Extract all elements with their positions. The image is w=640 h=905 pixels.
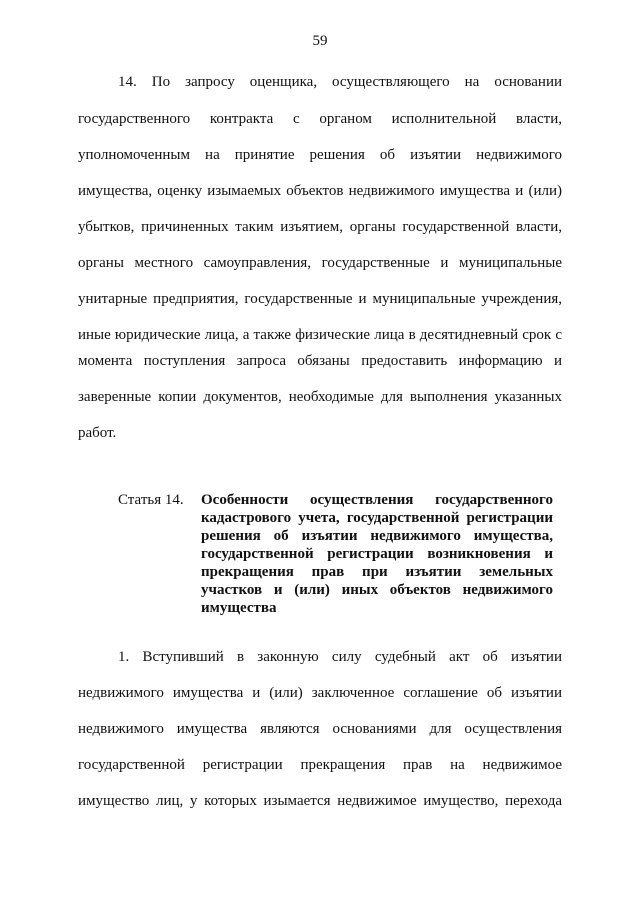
paragraph-line: 14. По запросу оценщика, осуществляющего на основании — [118, 74, 562, 90]
article-title-line: участков и (или) иных объектов недвижимого — [201, 582, 553, 598]
paragraph-line: иные юридические лица, а также физические лица в десятидневный срок с — [78, 327, 562, 343]
paragraph-line: работ. — [78, 425, 117, 441]
article-title-line: государственной регистрации возникновения и — [201, 546, 553, 562]
article-title-line: имущества — [201, 600, 277, 616]
paragraph-line: государственного контракта с органом исполнительной власти, — [78, 111, 562, 127]
article-title-line: решения об изъятии недвижимого имущества, — [201, 528, 553, 544]
paragraph-line: недвижимого имущества являются основаниями для осуществления — [78, 721, 562, 737]
article-title-line: Особенности осуществления государственного — [201, 492, 553, 508]
paragraph-line: органы местного самоуправления, государственные и муниципальные — [78, 255, 562, 271]
paragraph-line: государственной регистрации прекращения прав на недвижимое — [78, 757, 562, 773]
paragraph-line: заверенные копии документов, необходимые для выполнения указанных — [78, 389, 562, 405]
article-title-line: прекращения прав при изъятии земельных — [201, 564, 553, 580]
paragraph-line: имущество лиц, у которых изымается недвижимое имущество, перехода — [78, 793, 562, 809]
paragraph-line: убытков, причиненных таким изъятием, органы государственной власти, — [78, 219, 562, 235]
paragraph-line: имущества, оценку изымаемых объектов недвижимого имущества и (или) — [78, 183, 562, 199]
article-title-line: кадастрового учета, государственной регистрации — [201, 510, 553, 526]
paragraph-line: недвижимого имущества и (или) заключенное соглашение об изъятии — [78, 685, 562, 701]
paragraph-line: 1. Вступивший в законную силу судебный акт об изъятии — [118, 649, 562, 665]
page-number: 59 — [312, 33, 328, 49]
article-label: Статья 14. — [118, 492, 184, 508]
paragraph-line: уполномоченным на принятие решения об изъятии недвижимого — [78, 147, 562, 163]
paragraph-line: момента поступления запроса обязаны предоставить информацию и — [78, 353, 562, 369]
paragraph-line: унитарные предприятия, государственные и муниципальные учреждения, — [78, 291, 562, 307]
